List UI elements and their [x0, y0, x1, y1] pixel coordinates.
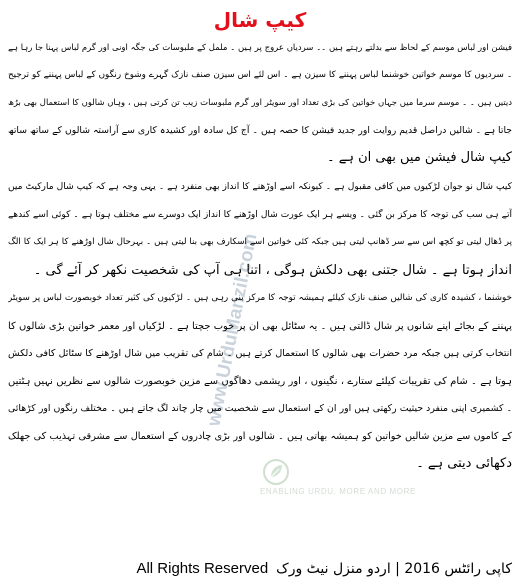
- article-paragraph: [8, 34, 512, 172]
- article-line: انداز ہوتا ہے ۔ شال جتنی بھی دلکش ہوگی ، اتنا ہی آپ کی شخصیت نکھر کر آئے گی ۔: [33, 262, 512, 278]
- footer-copyright-text: کاپی رائٹس 2016 | اردو منزل نیٹ ورک: [276, 561, 512, 577]
- article-line: پہننے کے بجائے اپنے شانوں پر شال ڈالتی ہیں ۔ یہ سٹائل بھی ان پر خوب جچتا ہے ۔ لڑکیاں اور معمر خواتین بڑی شالوں کا: [8, 320, 512, 332]
- article-title: کیپ شال: [213, 8, 307, 32]
- article-body: [8, 34, 512, 478]
- article-line: فیشن اور لباس موسم کے لحاظ سے بدلتے رہتے ہیں ۔۔ سردیاں عروج پر ہیں ۔ ململ کے ملبوسات کی جگہ اونی اور گرم لباس پہنا جا رہا ہے: [8, 42, 512, 52]
- article-line: کیپ شال نو جوان لڑکیوں میں کافی مقبول ہے ۔ کیونکہ اسے اوڑھنے کا انداز بھی منفرد ہے ۔ یہی وجہ ہے کہ کیپ شال مارکیٹ میں: [8, 182, 512, 192]
- article-line: ۔ کشمیری اپنی منفرد حیثیت رکھتی ہیں اور ان کے استعمال سے شخصیت میں چار چاند لگ جاتے ہیں ۔ مختلف رنگوں اور کڑھائی: [8, 403, 512, 414]
- article-line: کیپ شال فیشن میں بھی ان ہے ۔: [327, 150, 512, 165]
- article-line: ہوتا ہے ۔ شام کی تقریبات کیلئے ستارے ، نگینوں ، اور ریشمی دھاگوں سے مزین خوبصورت شالوں سے نظریں نہیں ہٹتیں: [8, 375, 512, 387]
- article-line: جاتا ہے ۔ شالیں دراصل قدیم روایت اور جدید فیشن کا حصہ ہیں ۔ آج کل سادہ اور کشیدہ کاری سے آراستہ شالوں کے ساتھ ساتھ: [8, 124, 512, 136]
- footer: [136, 560, 512, 577]
- site-watermark: www.UrduManzil.com: [203, 231, 262, 428]
- article-line: پر ڈھال لیتی تو کچھ اس سے سر ڈھانپ لیتی ہیں جبکہ کئی خواتین اسے اسکارف بھی بنا لیتی ہیں ۔ بہرحال شال اوڑھنے کا ہر ایک کا الگ: [8, 237, 512, 247]
- article-paragraph: [8, 174, 512, 284]
- article-line: انتخاب کرتی ہیں جبکہ مرد حضرات بھی شالوں کا استعمال کرتے ہیں ۔ شام کی تقریب میں شال اوڑھنے کا سٹائل کافی دلکش: [8, 348, 512, 359]
- article-line: کے کاموں سے مزین شالیں خواتین کو ہمیشہ بھاتی ہیں ۔ شالوں اور بڑی چادروں کے استعمال سے مشرقی تہذیب کی جھلک: [8, 430, 512, 442]
- footer-rights-text: All Rights Reserved: [136, 560, 269, 577]
- article-paragraph: [8, 285, 512, 478]
- logo-tagline: ENABLING URDU, MORE AND MORE: [260, 487, 416, 496]
- article-line: خوشنما ، کشیدہ کاری کی شالیں صنف نازک کیلئے ہمیشہ توجہ کا مرکز بنی رہی ہیں ۔ لڑکیوں کی کثیر تعداد خوبصورت لباس پر سویٹر: [8, 293, 512, 303]
- article-line: ۔ سردیوں کا موسم خواتین خوشنما لباس پہننے کا سیزن ہے ۔ اس لئے اس سیزن صنف نازک گہرے وشوخ رنگوں کے لباس پہننے کو ترجیح: [8, 69, 512, 80]
- article-line: آتے ہی سب کی توجہ کا مرکز بن گئی ۔ ویسے ہر ایک عورت شال اوڑھنے کا انداز ایک دوسرے سے مختلف ہوتا ہے ۔ کوئی اسے کندھے: [8, 209, 512, 220]
- article-line: دکھائی دیتی ہے ۔: [416, 456, 512, 471]
- article-line: دیتیں ہیں ۔ ۔ موسم سرما میں جہاں خواتین کی بڑی تعداد اور سویٹر اور گرم ملبوسات زیب تن کرتی ہیں ، وہاں شالوں کا استعمال بھی بڑھ: [8, 97, 512, 107]
